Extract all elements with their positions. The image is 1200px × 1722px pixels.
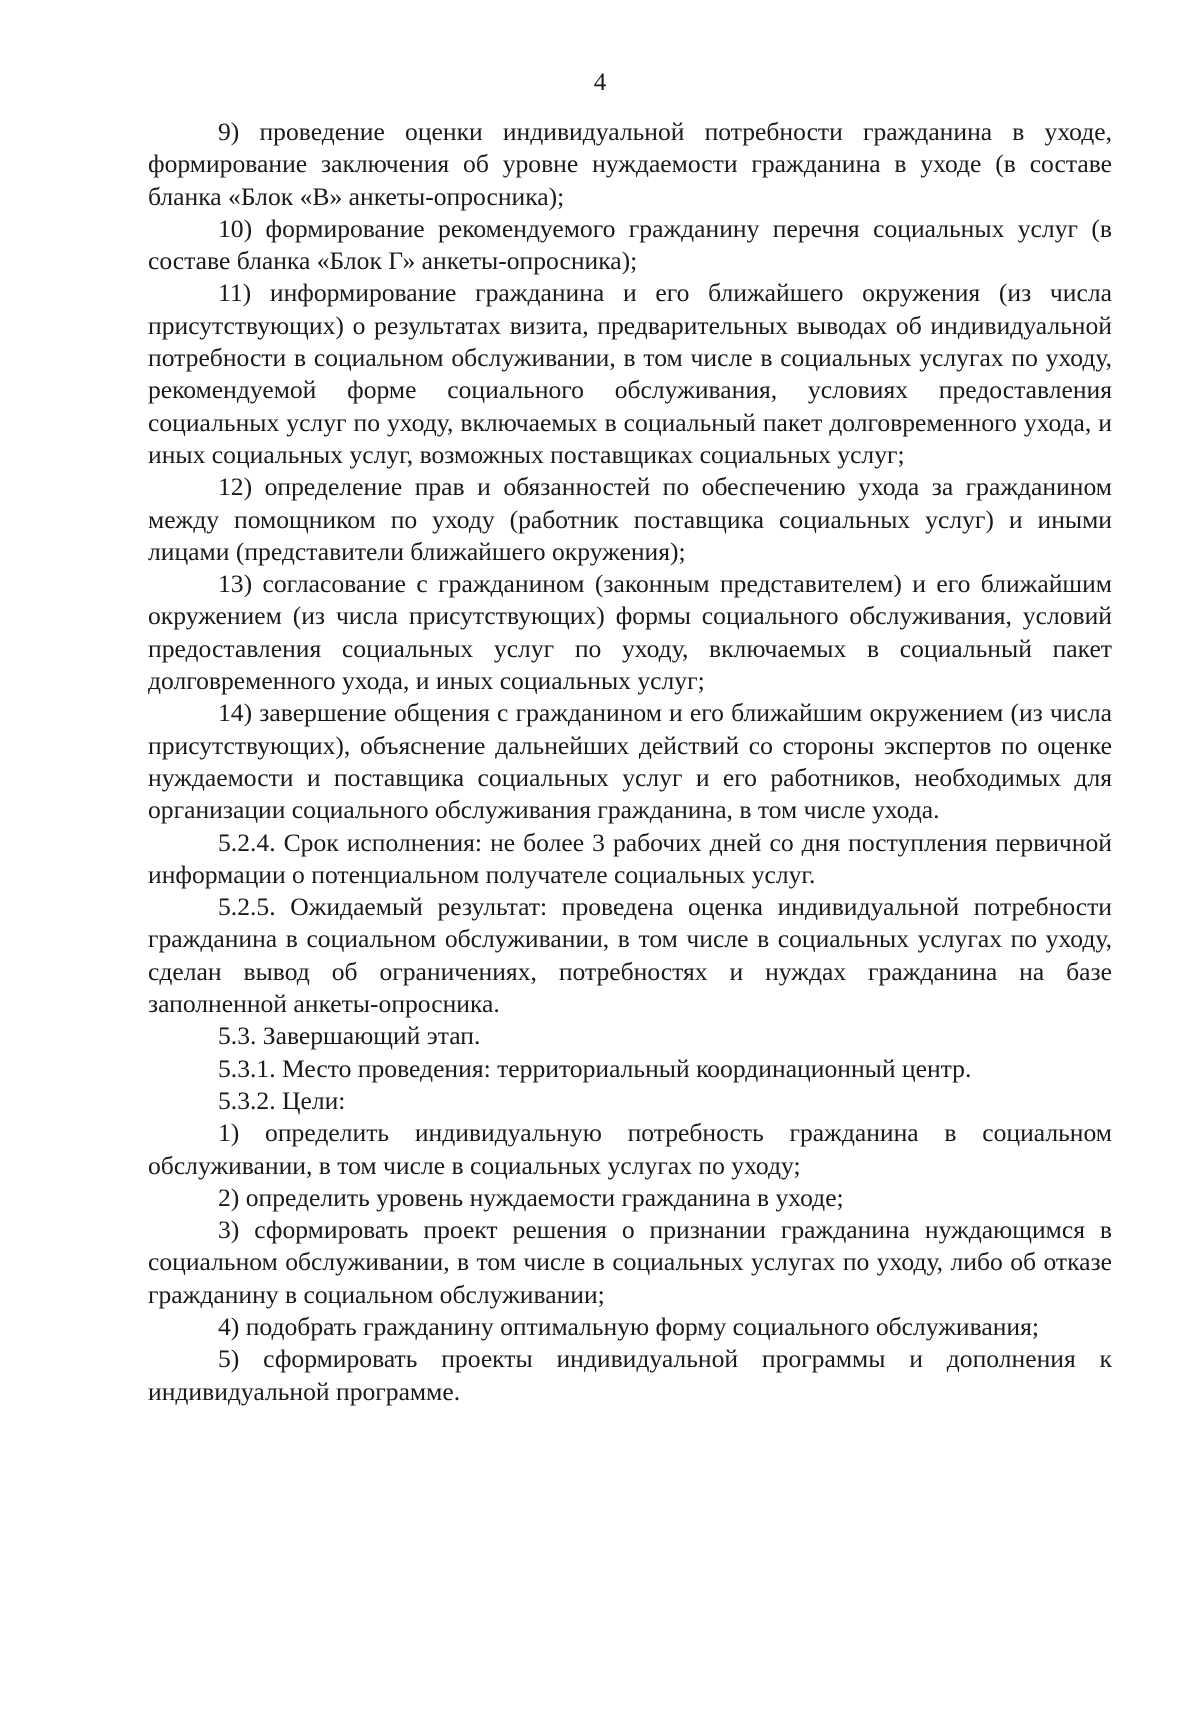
paragraph-item-14: 14) завершение общения с гражданином и его ближайшим окружением (из числа присутствующих), объяснение дальнейших действий со стороны экспертов по оценке нуждаемости и поставщика социальных услуг и его работников, необходимых для организации социального обслуживания гражданина, в том числе ухода.: [148, 698, 1112, 825]
goal-item-3: 3) сформировать проект решения о признании гражданина нуждающимся в социальном обслуживании, в том числе в социальных услугах по уходу, либо об отказе гражданину в социальном обслуживании;: [148, 1215, 1112, 1309]
paragraph-item-10: 10) формирование рекомендуемого гражданину перечня социальных услуг (в составе бланка «Блок Г» анкеты-опросника);: [148, 213, 1112, 276]
document-body: [148, 116, 1112, 1408]
goal-item-2: 2) определить уровень нуждаемости гражданина в уходе;: [218, 1182, 844, 1212]
goal-item-1: 1) определить индивидуальную потребность гражданина в социальном обслуживании, в том числе в социальных услугах по уходу;: [148, 1118, 1112, 1180]
goal-item-5: 5) сформировать проекты индивидуальной программы и дополнения к индивидуальной программе.: [148, 1344, 1112, 1406]
page-number: 4: [593, 69, 607, 96]
goal-item-4: 4) подобрать гражданину оптимальную форму социального обслуживания;: [218, 1311, 1039, 1341]
paragraph-5-2-5: 5.2.5. Ожидаемый результат: проведена оценка индивидуальной потребности гражданина в социальном обслуживании, в том числе в социальных услугах по уходу, сделан вывод об ограничениях, потребностях и нуждах гражданина на базе заполненной анкеты-опросника.: [148, 892, 1112, 1019]
paragraph-item-12: 12) определение прав и обязанностей по обеспечению ухода за гражданином между помощником по уходу (работник поставщика социальных услуг) и иными лицами (представители ближайшего окружения);: [148, 472, 1112, 566]
paragraph-5-2-4: 5.2.4. Срок исполнения: не более 3 рабочих дней со дня поступления первичной информации о потенциальном получателе социальных услуг.: [148, 827, 1112, 889]
paragraph-5-3-2: 5.3.2. Цели:: [218, 1085, 346, 1115]
paragraph-item-11: 11) информирование гражданина и его ближайшего окружения (из числа присутствующих) о результатах визита, предварительных выводах об индивидуальной потребности в социальном обслуживании, в том числе в социальных услугах по уходу, рекомендуемой форме социального обслуживания, условиях предоставления социальных услуг по уходу, включаемых в социальный пакет долговременного ухода, и иных социальных услуг, возможных поставщиках социальных услуг;: [148, 278, 1112, 469]
paragraph-item-9: 9) проведение оценки индивидуальной потребности гражданина в уходе, формирование заключения об уровне нуждаемости гражданина в уходе (в составе бланка «Блок «В» анкеты-опросника);: [148, 117, 1112, 211]
paragraph-5-3-1: 5.3.1. Место проведения: территориальный координационный центр.: [218, 1053, 972, 1083]
paragraph-item-13: 13) согласование с гражданином (законным представителем) и его ближайшим окружением (из числа присутствующих) формы социального обслуживания, условий предоставления социальных услуг по уходу, включаемых в социальный пакет долговременного ухода, и иных социальных услуг;: [148, 569, 1112, 696]
paragraph-5-3: 5.3. Завершающий этап.: [218, 1021, 481, 1051]
